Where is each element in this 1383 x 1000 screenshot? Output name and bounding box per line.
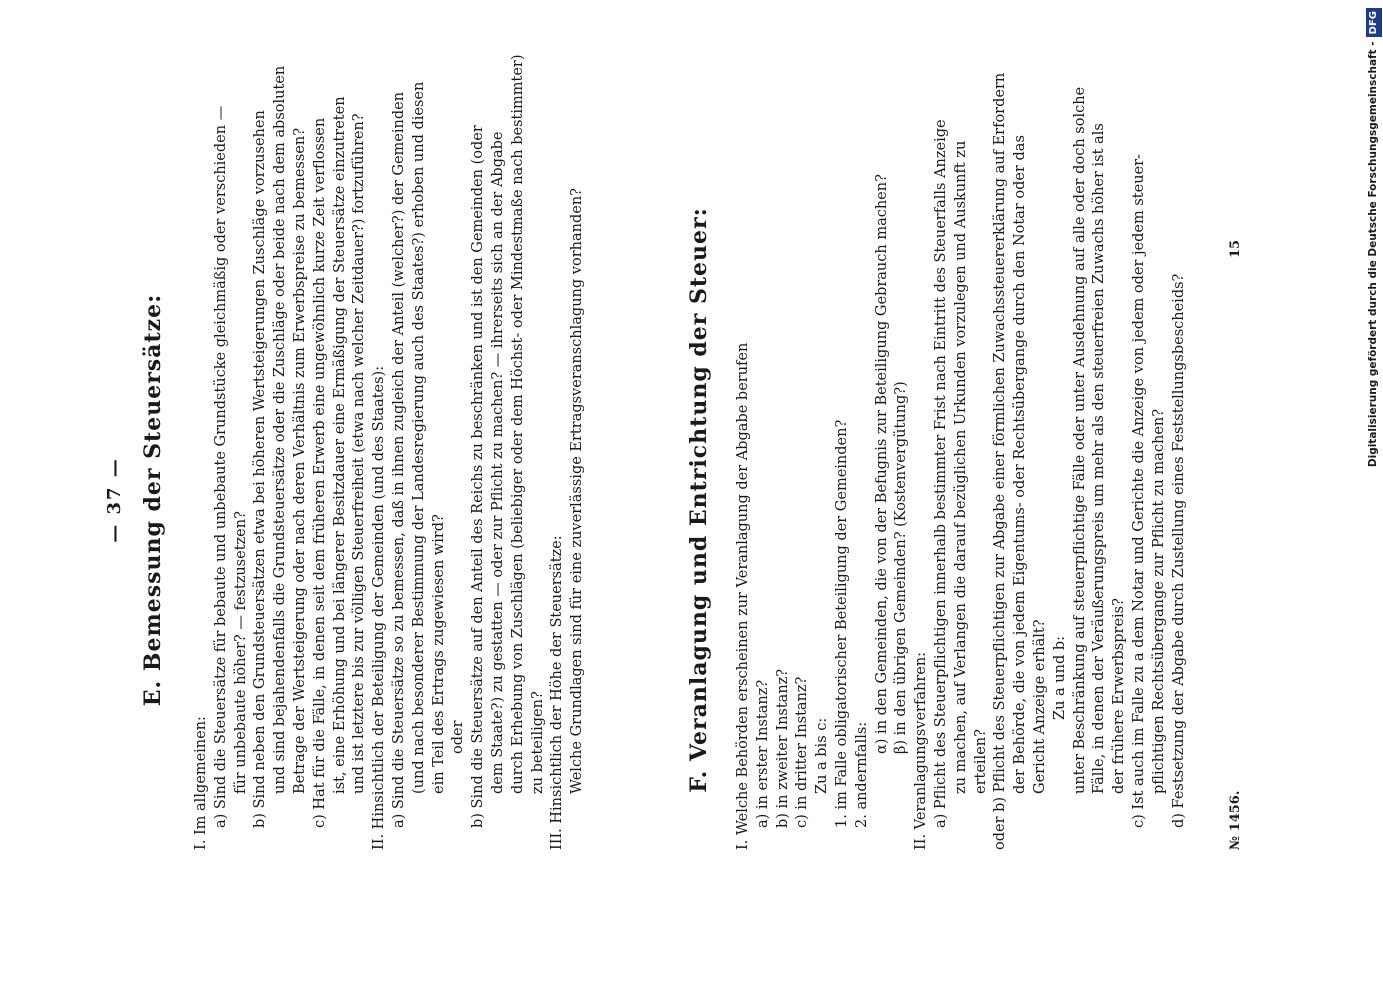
text-line: oder b) Pflicht des Steuerpflichtigen zur Abgabe einer förmlichen Zuwachssteuererklärung auf Erfordern: [992, 72, 1009, 850]
text-line: c) Hat für die Fälle, in denen seit dem früheren Erwerb eine ungewöhnlich kurze Zeit verflossen: [311, 117, 328, 828]
text-line: oder: [450, 720, 467, 754]
page-number: — 37 —: [104, 457, 125, 543]
text-line: b) in zweiter Instanz?: [774, 668, 791, 828]
text-line: II. Veranlagungsverfahren:: [913, 651, 930, 850]
credit-text: Digitalisierung gefördert durch die Deutsche Forschungsgemeinschaft -: [1367, 41, 1379, 468]
text-line: Fälle, in denen der Veräußerungspreis um mehr als den steuerfreien Zuwachs höher ist als: [1091, 123, 1108, 794]
text-line: b) Sind die Steuersätze auf den Anteil des Reichs zu beschränken und ist den Gemeinden (oder: [470, 125, 487, 828]
text-line: a) in erster Instanz?: [754, 679, 771, 828]
text-line: der frühere Erwerbspreis?: [1111, 598, 1128, 794]
text-line: α) in den Gemeinden, die von der Befugnis zur Beteiligung Gebrauch machen?: [873, 174, 890, 754]
text-line: pflichtigen Rechtsübergange zur Pflicht zu machen?: [1150, 408, 1167, 794]
section-f-heading: F. Veranlagung und Entrichtung der Steuer:: [686, 207, 712, 793]
text-line: zu beteiligen?: [529, 691, 546, 794]
text-line: ein Teil des Ertrags zugewiesen wird?: [430, 514, 447, 794]
text-line: 1. im Falle obligatorischer Beteiligung der Gemeinden?: [833, 419, 850, 828]
text-line: Welche Grundlagen sind für eine zuverlässige Ertragsveranschlagung vorhanden?: [569, 188, 586, 794]
text-line: und ist letztere bis zur völligen Steuerfreiheit (etwa nach welcher Zeitdauer?) fortzuführen?: [351, 113, 368, 794]
text-line: und sind bejahendenfalls die Grundsteuersätze oder die Zuschläge oder beide nach dem absoluten: [272, 65, 289, 794]
text-line: Betrage der Wertsteigerung oder nach deren Verhältnis zum Erwerbspreise zu bemessen?: [291, 128, 308, 794]
text-line: I. Im allgemeinen:: [193, 716, 209, 850]
section-e-heading: E. Bemessung der Steuersätze:: [140, 293, 166, 707]
dfg-logo: DFG: [1366, 8, 1382, 37]
section-e-body: [192, 54, 588, 850]
text-line: I. Welche Behörden erscheinen zur Veranlagung der Abgabe berufen: [735, 342, 751, 850]
text-line: ist, eine Erhöhung und bei längerer Besitzdauer eine Ermäßigung der Steuersätze einzutreten: [331, 96, 348, 794]
text-line: c) in dritter Instanz?: [794, 676, 811, 828]
text-line: durch Erhebung von Zuschlägen (beliebiger oder dem Höchst- oder Mindestmaße nach bestimmter): [509, 54, 526, 794]
text-line: (und nach besonderer Bestimmung der Landesregierung auch des Staates?) erhoben und diesen: [410, 81, 427, 794]
text-line: b) Sind neben den Grundsteuersätzen etwa bei höheren Wertsteigerungen Zuschläge vorzusehen: [252, 110, 269, 828]
text-line: Zu a bis c:: [814, 717, 831, 794]
text-line: III. Hinsichtlich der Höhe der Steuersätze:: [549, 535, 566, 850]
footer-document-number: № 1456.: [1228, 790, 1243, 850]
digitization-credit: [1360, 8, 1382, 988]
section-f-body: [734, 72, 1189, 850]
text-line: II. Hinsichtlich der Beteiligung der Gemeinden (und des Staates):: [371, 365, 388, 850]
text-line: a) Pflicht des Steuerpflichtigen innerhalb bestimmter Frist nach Eintritt des Steuerfalls Anzeige: [932, 119, 949, 828]
text-line: Zu a und b:: [1051, 635, 1068, 720]
text-line: dem Staate?) zu gestatten — oder zur Pflicht zu machen? — ihrerseits sich an der Abgabe: [489, 131, 506, 794]
footer-sheet-number: 15: [1228, 239, 1243, 258]
credit-text-line: [1362, 8, 1383, 988]
text-line: d) Festsetzung der Abgabe durch Zustellung eines Feststellungsbescheids?: [1170, 273, 1187, 828]
text-line: unter Beschränkung auf steuerpflichtige Fälle oder unter Ausdehnung auf alle oder doch solche: [1071, 86, 1088, 794]
text-line: für unbebaute höher? — festzusetzen?: [232, 511, 249, 794]
text-line: Gericht Anzeige erhält?: [1031, 619, 1048, 794]
text-line: c) Ist auch im Falle zu a dem Notar und Gerichte die Anzeige von jedem oder jedem steuer-: [1130, 154, 1147, 828]
text-line: zu machen, auf Verlangen die darauf bezüglichen Urkunden vorzulegen und Auskunft zu: [952, 140, 969, 794]
text-line: der Behörde, die von jedem Eigentums- oder Rechtsübergange durch den Notar oder das: [1012, 135, 1029, 794]
text-line: 2. andernfalls:: [853, 721, 870, 828]
text-line: a) Sind die Steuersätze so zu bemessen, daß in ihnen zugleich der Anteil (welcher?) der Gemeinden: [390, 91, 407, 828]
text-line: a) Sind die Steuersätze für bebaute und unbebaute Grundstücke gleichmäßig oder verschieden —: [212, 105, 229, 828]
text-line: erteilen?: [972, 729, 989, 794]
text-line: β) in den übrigen Gemeinden? (Kostenvergütung?): [893, 381, 910, 754]
